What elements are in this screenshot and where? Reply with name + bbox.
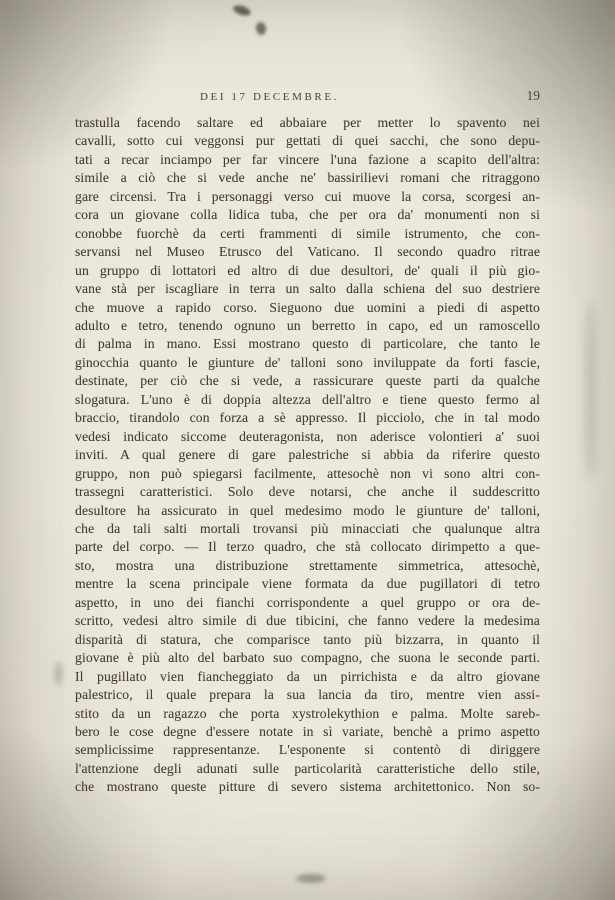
- running-title: DEI 17 DECEMBRE.: [199, 91, 340, 103]
- text-line: un gruppo di lottatori ed altro di due desultori, de' quali il più gio-: [75, 262, 540, 278]
- text-line: che muove a rapido corso. Sieguono due uomini a piedi di aspetto: [75, 299, 540, 315]
- text-line: stito da un ragazzo che porta xystrolekythion e palma. Molte sareb-: [75, 705, 540, 721]
- text-line: slogatura. L'uno è di doppia altezza dell'altro e tiene questo fermo al: [75, 391, 540, 407]
- text-line: scritto, vedesi altro simile di due tibicini, che fanno vedere la medesima: [75, 613, 540, 629]
- text-line: adulto e tetro, tenendo ognuno un berretto in capo, ed un ramoscello: [75, 317, 540, 333]
- text-line: destinate, per ciò che si vede, a rassicurare queste parti da qualche: [75, 373, 540, 389]
- text-line: parte del corpo. — Il terzo quadro, che stà collocato dirimpetto a que-: [75, 539, 540, 555]
- text-line: trassegni caratteristici. Solo deve notarsi, che anche il suddescritto: [75, 484, 540, 500]
- text-line: tati a recar inciampo per far vincere l'una fazione a scapito dell'altra:: [75, 151, 540, 167]
- text-line: vedesi indicato siccome deuteragonista, non aderisce volontieri a' suoi: [75, 428, 540, 444]
- text-line: giovane è più alto del barbato suo compagno, che suona le seconde parti.: [75, 650, 540, 666]
- text-line: servansi nel Museo Etrusco del Vaticano. Il secondo quadro ritrae: [75, 244, 540, 260]
- edge-shadow-artifact: [54, 662, 63, 686]
- text-line: mentre la scena principale viene formata da due pugillatori di tetro: [75, 576, 540, 592]
- text-line: vane stà per iscagliare in terra un salto dalla schiena del suo destriere: [75, 281, 540, 297]
- text-line: conobbe fuorchè da certi frammenti di simile istrumento, che con-: [75, 225, 540, 241]
- ink-smudge-artifact: [296, 874, 326, 883]
- text-line: l'attenzione degli adunati sulle particolarità caratteristiche dello stile,: [75, 760, 540, 776]
- ink-smudge-artifact: [232, 3, 252, 17]
- text-line: braccio, tirandolo con forza a sè appresso. Il picciolo, che in tal modo: [75, 410, 540, 426]
- text-line: cora un giovane colla lidica tuba, che per ora da' monumenti non si: [75, 207, 540, 223]
- text-line: ginocchia quanto le giunture de' talloni sono inviluppate da forti fascie,: [75, 354, 540, 370]
- text-line: bero le cose degne d'essere notate in sì variate, benchè a primo aspetto: [75, 723, 540, 739]
- text-line: simile a ciò che si vede anche ne' bassirilievi romani che ritraggono: [75, 170, 540, 186]
- text-line: aspetto, in uno dei fianchi corrispondente a quel gruppo or ora de-: [75, 594, 540, 610]
- ink-smudge-artifact: [255, 21, 267, 36]
- text-line: palestrico, il quale prepara la sua lancia da tiro, mentre vien assi-: [75, 687, 540, 703]
- text-line: che da tali salti mortali trovansi più minacciati che qualunque altra: [75, 520, 540, 536]
- text-line: Il pugillato vien fiancheggiato da un pirrichista e da altro giovane: [75, 668, 540, 684]
- page-body-text: [75, 114, 540, 797]
- text-line: disparità di statura, che comparisce tanto più bizzarra, in quanto il: [75, 631, 540, 647]
- text-line: desultore ha assicurato in quel medesimo modo le giunture de' talloni,: [75, 502, 540, 518]
- text-line: trastulla facendo saltare ed abbaiare per metter lo spavento nei: [75, 115, 540, 130]
- page-number: 19: [526, 88, 540, 103]
- page-header: [75, 88, 540, 104]
- text-line: semplicissime rappresentanze. L'esponente si contentò di diriggere: [75, 742, 540, 758]
- text-line: inviti. A qual genere di gare palestriche si abbia da riferire questo: [75, 447, 540, 463]
- text-line: gare circensi. Tra i personaggi verso cui muove la corsa, scorgesi an-: [75, 188, 540, 204]
- text-line: sto, mostra una distribuzione strettamente simmetrica, attesochè,: [75, 557, 540, 573]
- text-line: che mostrano queste pitture di severo sistema architettonico. Non so-: [75, 779, 540, 795]
- text-line: gruppo, non può spiegarsi facilmente, attesochè non vi sono altri con-: [75, 465, 540, 481]
- text-line: cavalli, sotto cui veggonsi pur gettati di quei sacchi, che sono depu-: [75, 133, 540, 149]
- edge-shadow-artifact: [586, 300, 596, 480]
- text-line: di palma in mano. Essi mostrano questo di particolare, che tanto le: [75, 336, 540, 352]
